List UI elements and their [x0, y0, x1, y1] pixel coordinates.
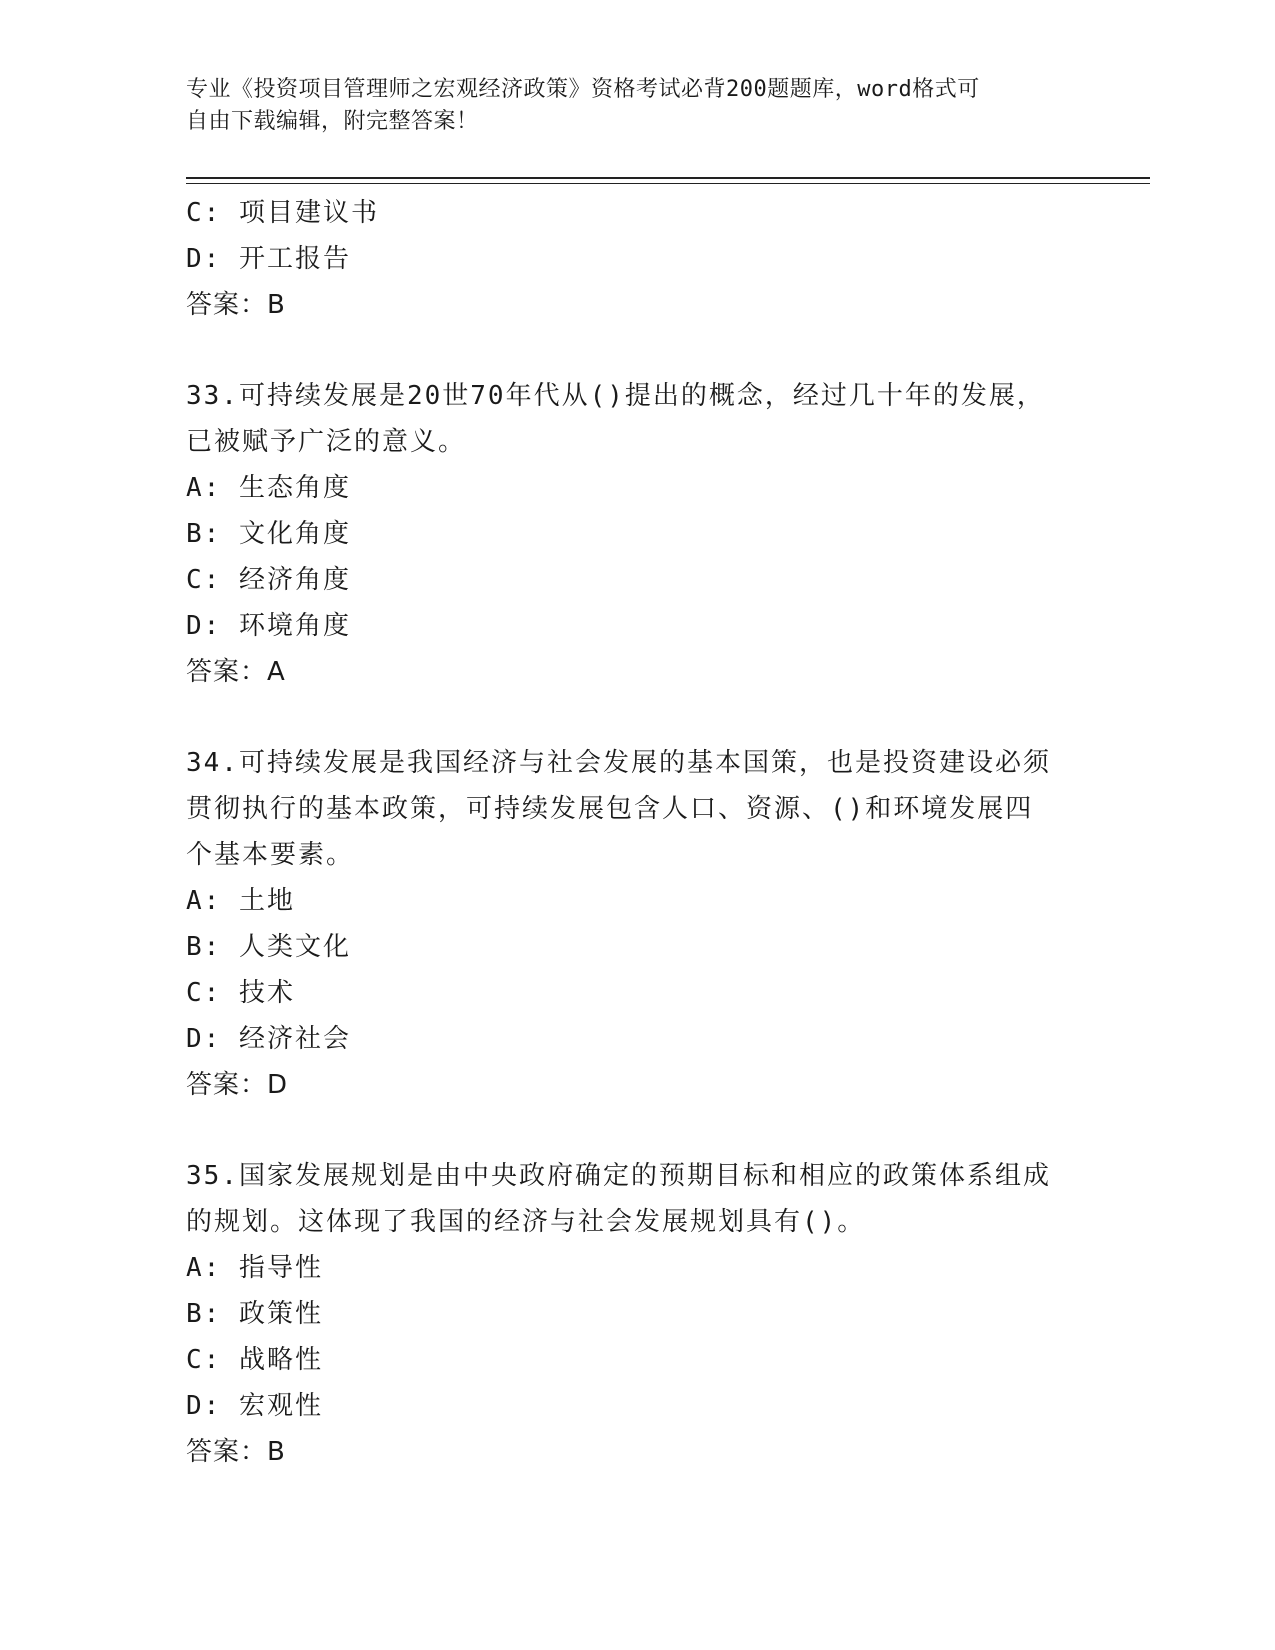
question-text-line: 贯彻执行的基本政策，可持续发展包含人口、资源、()和环境发展四 — [186, 794, 1034, 824]
header-divider-thick — [186, 177, 1150, 179]
option-b: B: 人类文化 — [186, 932, 351, 962]
question-block-35 — [186, 1153, 1086, 1475]
answer-line: 答案：D — [186, 1070, 289, 1100]
question-text-line: 35.国家发展规划是由中央政府确定的预期目标和相应的政策体系组成 — [186, 1161, 1051, 1191]
spacer — [186, 328, 1086, 373]
option-a: A: 土地 — [186, 886, 295, 916]
question-text-line: 个基本要素。 — [186, 840, 355, 870]
option-c: C: 经济角度 — [186, 565, 351, 595]
option-d: D: 环境角度 — [186, 611, 351, 641]
answer-line: 答案：A — [186, 657, 286, 687]
option-c: C: 项目建议书 — [186, 198, 379, 228]
option-d: D: 宏观性 — [186, 1391, 323, 1421]
answer-line: 答案：B — [186, 290, 286, 320]
option-b: B: 文化角度 — [186, 519, 351, 549]
option-c: C: 战略性 — [186, 1345, 323, 1375]
option-d: D: 经济社会 — [186, 1024, 351, 1054]
answer-line: 答案：B — [186, 1437, 286, 1467]
question-block-34 — [186, 740, 1086, 1108]
question-text-line: 34.可持续发展是我国经济与社会发展的基本国策，也是投资建设必须 — [186, 748, 1051, 778]
option-c: C: 技术 — [186, 978, 295, 1008]
header-title-line-1: 专业《投资项目管理师之宏观经济政策》资格考试必背200题题库，word格式可 — [186, 77, 980, 102]
question-block-33 — [186, 373, 1086, 695]
question-text-line: 33.可持续发展是20世70年代从()提出的概念，经过几十年的发展， — [186, 381, 1045, 411]
question-text-line: 已被赋予广泛的意义。 — [186, 427, 467, 457]
document-header — [186, 74, 1086, 138]
option-a: A: 指导性 — [186, 1253, 323, 1283]
spacer — [186, 695, 1086, 740]
option-d: D: 开工报告 — [186, 244, 351, 274]
header-divider-thin — [186, 183, 1150, 184]
option-a: A: 生态角度 — [186, 473, 351, 503]
header-title-line-2: 自由下载编辑，附完整答案！ — [186, 109, 479, 134]
question-block-continued — [186, 190, 1086, 328]
option-b: B: 政策性 — [186, 1299, 323, 1329]
question-text-line: 的规划。这体现了我国的经济与社会发展规划具有()。 — [186, 1207, 866, 1237]
question-list — [186, 190, 1086, 1475]
spacer — [186, 1108, 1086, 1153]
